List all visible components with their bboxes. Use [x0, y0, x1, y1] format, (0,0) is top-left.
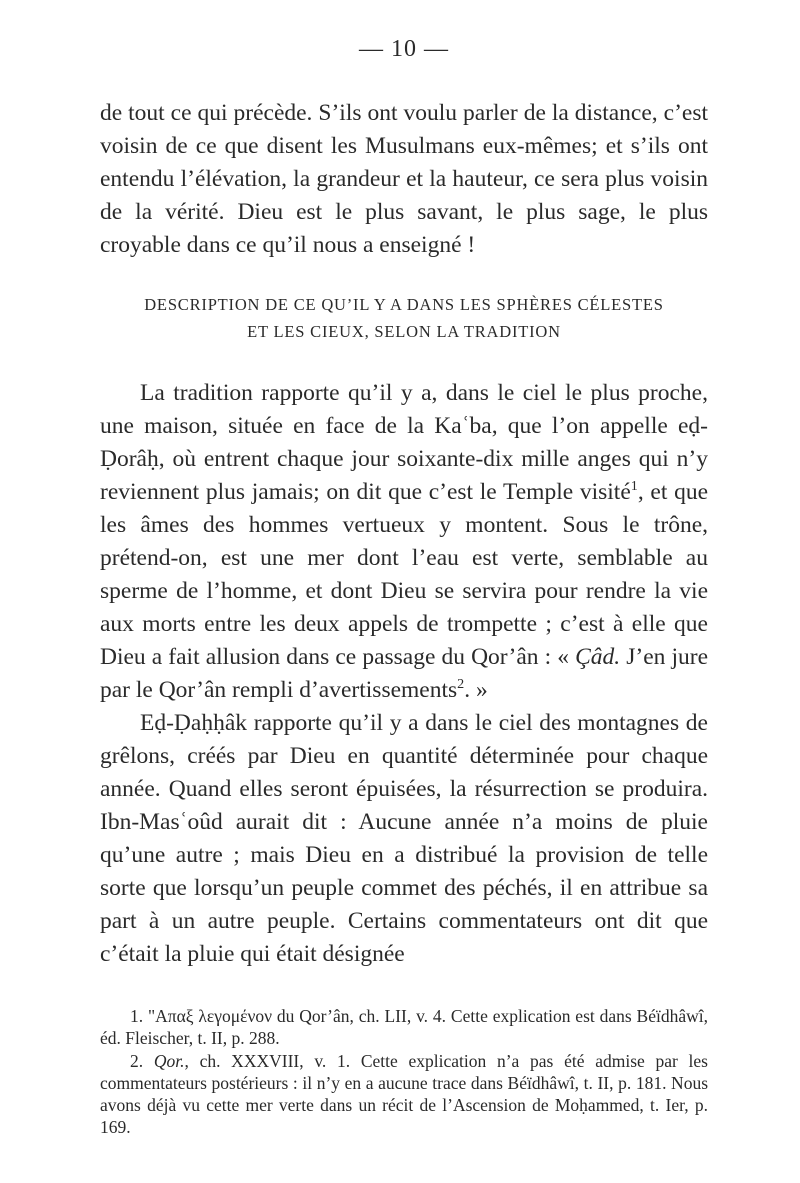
footnote-2 [100, 1050, 708, 1138]
footnote-1: 1. "Απαξ λεγομένον du Qor’ân, ch. LII, v. 4. Cette explication est dans Béïdhâwî, éd. Fleischer, t. II, p. 288. [100, 1006, 708, 1048]
paragraph-text: J’en jure par le Qor’ân rempli d’avertissements [100, 644, 709, 703]
body-paragraph-dahhak: Eḍ-Ḍaḥḥâk rapporte qu’il y a dans le ciel des montagnes de grêlons, créés par Dieu en quantité déterminée pour chaque année. Quand elles seront épuisées, la résurrection se produira. Ibn-Masʿoûd aurait dit : Aucune année n’a moins de pluie qu’une autre ; mais Dieu en a distribué la provision de telle sorte que lorsqu’un peuple commet des péchés, il en attribue sa part à un autre peuple. Certains commentateurs ont dit que c’était la pluie qui était désignée [100, 710, 708, 967]
opening-paragraph: de tout ce qui précède. S’ils ont voulu parler de la distance, c’est voisin de ce que disent les Musulmans eux-mêmes; et s’ils ont entendu l’élévation, la grandeur et la hauteur, ce sera plus voisin de la vérité. Dieu est le plus savant, le plus sage, le plus croyable dans ce qu’il nous a enseigné ! [100, 100, 708, 258]
page-number: — 10 — [359, 36, 449, 62]
quran-quote-italic: Çâd. [575, 644, 621, 670]
paragraph-text: . » [464, 677, 488, 703]
section-heading-line-2: ET LES CIEUX, SELON LA TRADITION [247, 322, 561, 341]
footnote-reference-1: 1 [630, 478, 638, 495]
footnote-2-number: 2. [130, 1051, 154, 1071]
book-page [100, 36, 708, 1138]
footnote-reference-2: 2 [457, 676, 465, 693]
footnotes [100, 1005, 708, 1138]
section-heading-line-1: DESCRIPTION DE CE QU’IL Y A DANS LES SPHÈRES CÉLESTES [144, 295, 664, 314]
footnote-2-text: , ch. XXXVIII, v. 1. Cette explication n’a pas été admise par les commentateurs postérieurs : il n’y en a aucune trace dans Béïdhâwî, t. II, p. 181. Nous avons déjà vu cette mer verte dans un récit de l’Ascension de Moḥammed, t. Ier, p. 169. [100, 1051, 708, 1137]
paragraph-text: La tradition rapporte qu’il y a, dans le ciel le plus proche, une maison, située en face de la Kaʿba, que l’on appelle eḍ-Ḍorâḥ, où entrent chaque jour soixante-dix mille anges qui n’y reviennent plus jamais; on dit que c’est le Temple visité [100, 380, 708, 505]
body-paragraph-tradition [100, 377, 708, 707]
section-heading [100, 291, 708, 345]
footnote-2-abbrev: Qor. [153, 1051, 185, 1071]
paragraph-text: , et que les âmes des hommes vertueux y montent. Sous le trône, prétend-on, est une mer dont l’eau est verte, semblable au sperme de l’homme, et dont Dieu se servira pour rendre la vie aux morts entre les deux appels de trompette ; c’est à elle que Dieu a fait allusion dans ce passage du Qor’ân : « [100, 479, 709, 670]
